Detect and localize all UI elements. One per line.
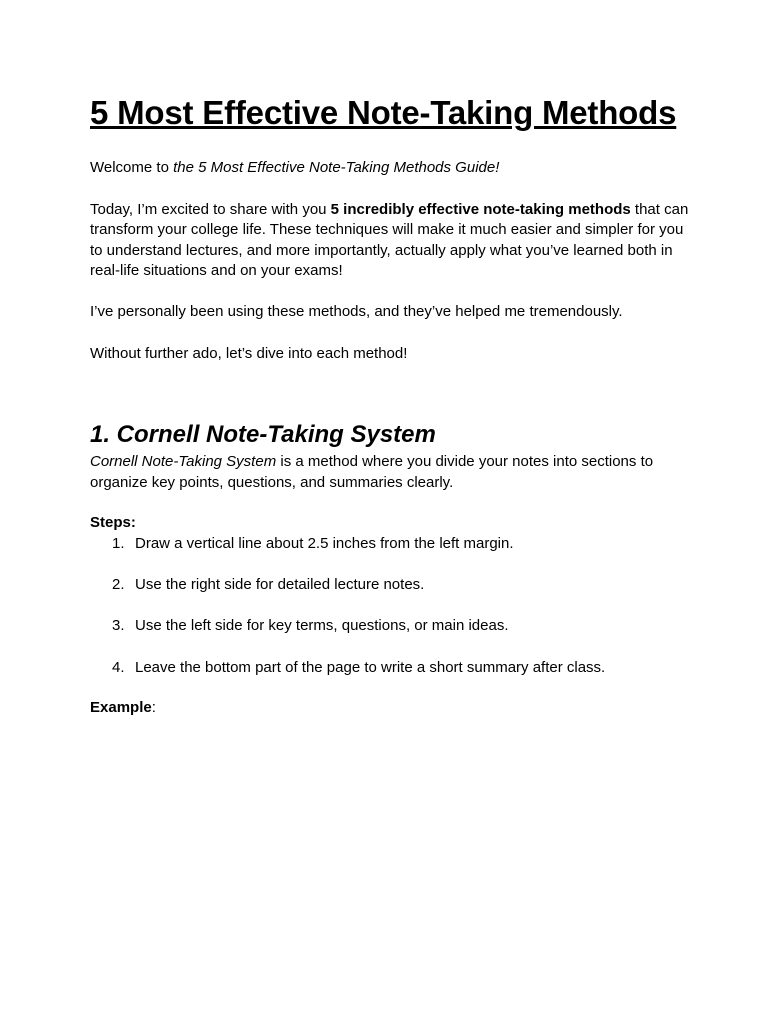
welcome-paragraph — [90, 158, 690, 179]
personal-paragraph: I’ve personally been using these methods, and they’ve helped me tremendously. — [90, 302, 623, 320]
welcome-guide-name: the 5 Most Effective Note-Taking Methods Guide! — [173, 159, 500, 176]
cornell-description — [90, 452, 690, 493]
steps-label: Steps: — [90, 514, 136, 532]
list-item — [90, 534, 690, 555]
example-label — [90, 698, 690, 719]
steps-list — [90, 534, 690, 678]
list-item — [90, 616, 690, 637]
document-page — [90, 90, 690, 719]
step-text: Leave the bottom part of the page to write a short summary after class. — [135, 658, 606, 676]
example-colon: : — [151, 699, 156, 717]
dive-paragraph: Without further ado, let’s dive into each method! — [90, 344, 408, 362]
section-heading-cornell: 1. Cornell Note-Taking System — [90, 421, 436, 449]
cornell-name: Cornell Note-Taking System — [90, 453, 277, 471]
welcome-prefix: Welcome to — [90, 159, 174, 176]
step-number: 4. — [112, 658, 125, 676]
intro-emphasis: 5 incredibly effective note-taking methods — [330, 200, 631, 218]
example-label-text: Example — [90, 699, 152, 717]
intro-suffix: that can transform your college life. These techniques will make it much easier and simpler for you to understand lectures, and more importantly, actually apply what you’ve learned both in real-life situations and on your exams! — [90, 200, 689, 280]
intro-paragraph — [90, 200, 690, 282]
step-text: Draw a vertical line about 2.5 inches from the left margin. — [135, 534, 514, 552]
list-item — [90, 575, 690, 596]
step-text: Use the left side for key terms, questions, or main ideas. — [135, 617, 509, 635]
list-item — [90, 658, 690, 679]
step-number: 1. — [112, 534, 125, 552]
step-number: 2. — [112, 576, 125, 594]
page-title: 5 Most Effective Note-Taking Methods — [90, 94, 677, 131]
step-number: 3. — [112, 617, 125, 635]
intro-prefix: Today, I’m excited to share with you — [90, 200, 331, 218]
step-text: Use the right side for detailed lecture notes. — [135, 576, 425, 594]
cornell-description-text: is a method where you divide your notes into sections to organize key points, questions, and summaries clearly. — [90, 453, 654, 491]
